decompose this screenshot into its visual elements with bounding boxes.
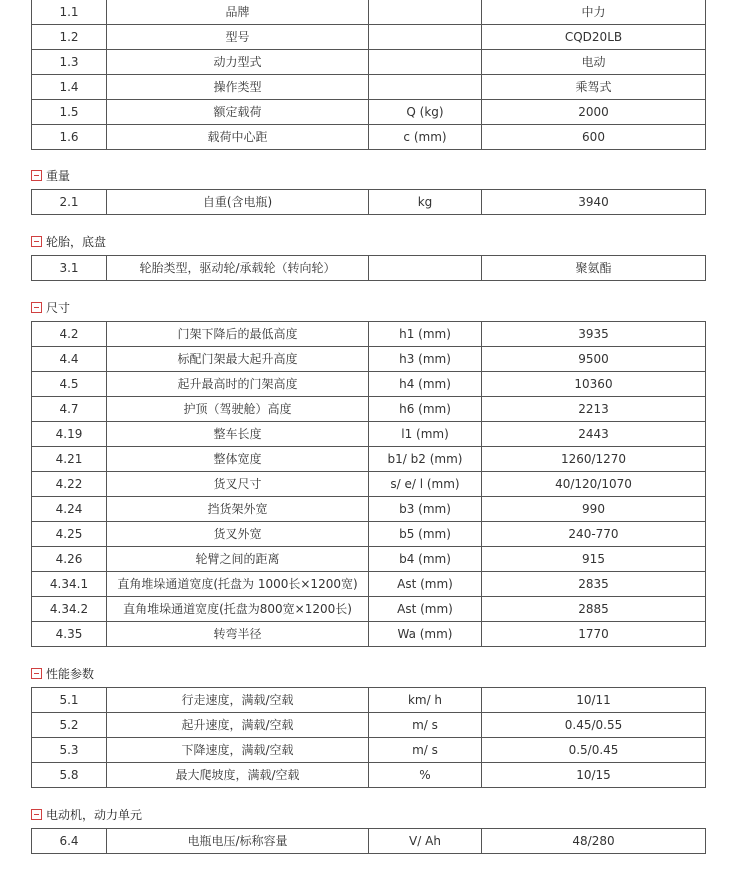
item-unit: s/ e/ l (mm) [369, 472, 482, 497]
item-unit [369, 256, 482, 281]
item-name: 门架下降后的最低高度 [107, 322, 369, 347]
item-number: 5.3 [32, 738, 107, 763]
spec-table [31, 255, 706, 281]
table-row [32, 25, 706, 50]
table-row [32, 322, 706, 347]
table-row [32, 75, 706, 100]
table-row [32, 829, 706, 854]
item-name: 直角堆垛通道宽度(托盘为 1000长×1200宽) [107, 572, 369, 597]
table-row [32, 372, 706, 397]
table-row [32, 397, 706, 422]
item-number: 2.1 [32, 190, 107, 215]
item-number: 4.24 [32, 497, 107, 522]
table-row [32, 422, 706, 447]
table-row [32, 572, 706, 597]
section-header[interactable] [31, 801, 705, 828]
item-name: 整车长度 [107, 422, 369, 447]
table-row [32, 347, 706, 372]
item-number: 5.1 [32, 688, 107, 713]
item-unit [369, 25, 482, 50]
item-value: 3935 [482, 322, 706, 347]
item-value: 3940 [482, 190, 706, 215]
item-unit: b3 (mm) [369, 497, 482, 522]
item-unit: l1 (mm) [369, 422, 482, 447]
table-row [32, 256, 706, 281]
spec-table [31, 0, 706, 150]
collapse-icon[interactable] [31, 668, 42, 679]
item-name: 载荷中心距 [107, 125, 369, 150]
item-value: 聚氨酯 [482, 256, 706, 281]
item-name: 转弯半径 [107, 622, 369, 647]
item-name: 下降速度，满载/空载 [107, 738, 369, 763]
item-unit: b1/ b2 (mm) [369, 447, 482, 472]
item-name: 护顶（驾驶舱）高度 [107, 397, 369, 422]
item-unit: Ast (mm) [369, 572, 482, 597]
table-row [32, 688, 706, 713]
item-value: 电动 [482, 50, 706, 75]
table-row [32, 50, 706, 75]
spec-table [31, 189, 706, 215]
item-name: 最大爬坡度，满载/空载 [107, 763, 369, 788]
item-name: 标配门架最大起升高度 [107, 347, 369, 372]
item-unit: % [369, 763, 482, 788]
item-value: 10360 [482, 372, 706, 397]
item-name: 轮臂之间的距离 [107, 547, 369, 572]
item-unit [369, 50, 482, 75]
item-name: 整体宽度 [107, 447, 369, 472]
item-name: 电瓶电压/标称容量 [107, 829, 369, 854]
item-value: 1260/1270 [482, 447, 706, 472]
item-number: 1.1 [32, 0, 107, 25]
section-title: 尺寸 [46, 301, 71, 315]
item-unit: c (mm) [369, 125, 482, 150]
item-value: 48/280 [482, 829, 706, 854]
item-value: 2885 [482, 597, 706, 622]
table-row [32, 597, 706, 622]
item-number: 4.7 [32, 397, 107, 422]
item-unit [369, 75, 482, 100]
table-row [32, 0, 706, 25]
table-row [32, 497, 706, 522]
section-header[interactable] [31, 294, 705, 321]
spec-sheet [31, 0, 705, 854]
section-title: 性能参数 [46, 667, 95, 681]
item-number: 5.8 [32, 763, 107, 788]
item-number: 4.21 [32, 447, 107, 472]
item-value: 915 [482, 547, 706, 572]
table-row [32, 622, 706, 647]
item-number: 4.34.2 [32, 597, 107, 622]
item-unit: Ast (mm) [369, 597, 482, 622]
item-unit: h3 (mm) [369, 347, 482, 372]
item-value: 600 [482, 125, 706, 150]
item-unit: Q (kg) [369, 100, 482, 125]
collapse-icon[interactable] [31, 170, 42, 181]
item-number: 4.19 [32, 422, 107, 447]
spec-table [31, 321, 706, 647]
item-number: 4.22 [32, 472, 107, 497]
table-row [32, 738, 706, 763]
item-unit: h1 (mm) [369, 322, 482, 347]
item-number: 1.6 [32, 125, 107, 150]
section-header[interactable] [31, 660, 705, 687]
item-number: 1.2 [32, 25, 107, 50]
item-name: 挡货架外宽 [107, 497, 369, 522]
item-number: 4.35 [32, 622, 107, 647]
item-unit: b4 (mm) [369, 547, 482, 572]
item-unit: Wa (mm) [369, 622, 482, 647]
item-value: 2000 [482, 100, 706, 125]
item-value: CQD20LB [482, 25, 706, 50]
item-name: 动力型式 [107, 50, 369, 75]
item-value: 乘驾式 [482, 75, 706, 100]
collapse-icon[interactable] [31, 809, 42, 820]
item-value: 2213 [482, 397, 706, 422]
table-row [32, 190, 706, 215]
item-name: 品牌 [107, 0, 369, 25]
item-name: 行走速度，满载/空载 [107, 688, 369, 713]
item-value: 0.45/0.55 [482, 713, 706, 738]
item-value: 1770 [482, 622, 706, 647]
item-name: 直角堆垛通道宽度(托盘为800宽×1200长) [107, 597, 369, 622]
item-unit: b5 (mm) [369, 522, 482, 547]
item-number: 4.5 [32, 372, 107, 397]
item-name: 起升速度，满载/空载 [107, 713, 369, 738]
item-value: 9500 [482, 347, 706, 372]
section-header[interactable] [31, 162, 705, 189]
table-row [32, 447, 706, 472]
section-title: 电动机，动力单元 [46, 808, 143, 822]
section-title: 重量 [46, 169, 71, 183]
item-number: 4.25 [32, 522, 107, 547]
item-number: 4.2 [32, 322, 107, 347]
section-title: 轮胎，底盘 [46, 235, 107, 249]
item-name: 额定载荷 [107, 100, 369, 125]
table-row [32, 472, 706, 497]
section-header[interactable] [31, 228, 705, 255]
table-row [32, 713, 706, 738]
item-number: 4.34.1 [32, 572, 107, 597]
item-unit [369, 0, 482, 25]
item-unit: V/ Ah [369, 829, 482, 854]
spec-table [31, 828, 706, 854]
item-value: 2443 [482, 422, 706, 447]
item-unit: m/ s [369, 738, 482, 763]
item-unit: m/ s [369, 713, 482, 738]
item-number: 4.26 [32, 547, 107, 572]
item-name: 轮胎类型，驱动轮/承载轮（转向轮） [107, 256, 369, 281]
item-name: 货叉外宽 [107, 522, 369, 547]
table-row [32, 100, 706, 125]
item-value: 0.5/0.45 [482, 738, 706, 763]
item-number: 4.4 [32, 347, 107, 372]
item-name: 型号 [107, 25, 369, 50]
item-number: 5.2 [32, 713, 107, 738]
item-value: 240-770 [482, 522, 706, 547]
item-unit: kg [369, 190, 482, 215]
table-row [32, 125, 706, 150]
item-name: 操作类型 [107, 75, 369, 100]
item-number: 6.4 [32, 829, 107, 854]
item-unit: km/ h [369, 688, 482, 713]
item-value: 2835 [482, 572, 706, 597]
item-value: 40/120/1070 [482, 472, 706, 497]
collapse-icon[interactable] [31, 236, 42, 247]
item-name: 货叉尺寸 [107, 472, 369, 497]
item-value: 中力 [482, 0, 706, 25]
table-row [32, 547, 706, 572]
item-value: 10/11 [482, 688, 706, 713]
item-value: 10/15 [482, 763, 706, 788]
item-unit: h6 (mm) [369, 397, 482, 422]
spec-table [31, 687, 706, 788]
item-number: 1.4 [32, 75, 107, 100]
item-name: 自重(含电瓶) [107, 190, 369, 215]
table-row [32, 763, 706, 788]
table-row [32, 522, 706, 547]
item-value: 990 [482, 497, 706, 522]
item-unit: h4 (mm) [369, 372, 482, 397]
collapse-icon[interactable] [31, 302, 42, 313]
item-number: 1.3 [32, 50, 107, 75]
item-number: 3.1 [32, 256, 107, 281]
item-number: 1.5 [32, 100, 107, 125]
item-name: 起升最高时的门架高度 [107, 372, 369, 397]
